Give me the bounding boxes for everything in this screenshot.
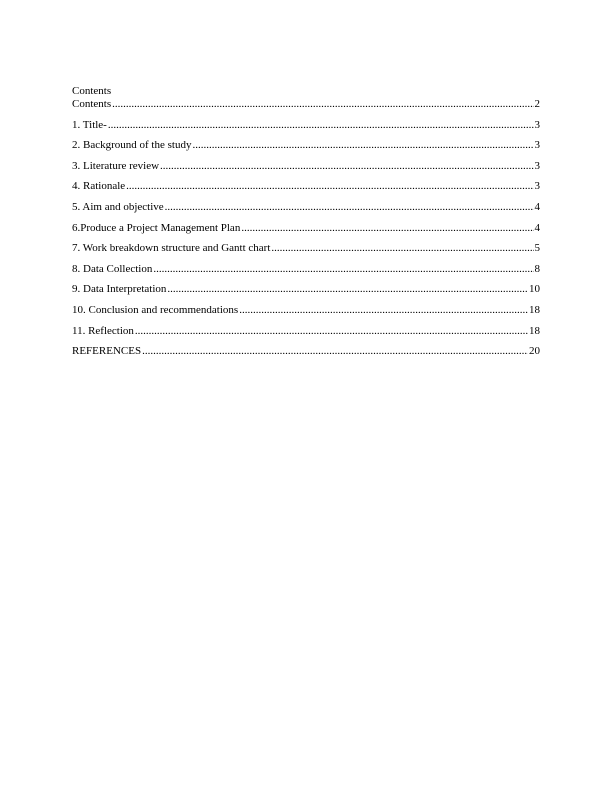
toc-entry[interactable] bbox=[72, 98, 540, 119]
toc-entry-page-number: 4 bbox=[534, 221, 540, 234]
toc-entry[interactable] bbox=[72, 201, 540, 222]
toc-entry[interactable] bbox=[72, 325, 540, 346]
toc-entry-page-number: 3 bbox=[534, 139, 540, 152]
toc-dot-leader bbox=[142, 345, 528, 357]
toc-entry-label: 7. Work breakdown structure and Gantt chart bbox=[72, 242, 271, 255]
toc-entry[interactable] bbox=[72, 180, 540, 201]
toc-heading: Contents bbox=[72, 85, 112, 97]
toc-dot-leader bbox=[135, 325, 528, 337]
toc-entry-label: 4. Rationale bbox=[72, 180, 126, 193]
toc-entry-page-number: 4 bbox=[534, 200, 540, 213]
toc-entry-label: REFERENCES bbox=[72, 345, 142, 358]
toc-entry-page-number: 20 bbox=[529, 345, 540, 358]
toc-entry-label: 6.Produce a Project Management Plan bbox=[72, 221, 241, 234]
toc-entry-page-number: 10 bbox=[529, 283, 540, 296]
toc-dot-leader bbox=[167, 283, 528, 295]
toc-entry[interactable] bbox=[72, 222, 540, 243]
toc-entry-page-number: 3 bbox=[534, 118, 540, 131]
toc-dot-leader bbox=[165, 201, 534, 213]
toc-entry-label: 9. Data Interpretation bbox=[72, 283, 167, 296]
toc-entry[interactable] bbox=[72, 304, 540, 325]
toc-entry-page-number: 3 bbox=[534, 180, 540, 193]
toc-dot-leader bbox=[160, 160, 533, 172]
toc-entry-label: 1. Title- bbox=[72, 118, 107, 131]
toc-entry[interactable] bbox=[72, 283, 540, 304]
toc-entry-label: 11. Reflection bbox=[72, 324, 134, 337]
toc-entry-page-number: 3 bbox=[534, 159, 540, 172]
toc-entry-label: Contents bbox=[72, 98, 112, 110]
toc-dot-leader bbox=[271, 242, 533, 254]
toc-dot-leader bbox=[126, 180, 533, 192]
toc-dot-leader bbox=[112, 98, 533, 110]
toc-dot-leader bbox=[241, 222, 533, 234]
toc-entry-page-number: 5 bbox=[534, 242, 540, 255]
toc-entry[interactable] bbox=[72, 139, 540, 160]
toc-entry-label: 2. Background of the study bbox=[72, 139, 192, 152]
toc-entry[interactable] bbox=[72, 263, 540, 284]
toc-entry-label: 3. Literature review bbox=[72, 159, 160, 172]
toc-entry-page-number: 8 bbox=[534, 262, 540, 275]
toc-entry-page-number: 18 bbox=[529, 324, 540, 337]
toc-entry[interactable] bbox=[72, 345, 540, 366]
toc-entry-label: 8. Data Collection bbox=[72, 262, 153, 275]
toc-entry-label: 10. Conclusion and recommendations bbox=[72, 303, 239, 316]
toc-entry-page-number: 2 bbox=[534, 98, 540, 110]
toc-dot-leader bbox=[192, 139, 533, 151]
toc-entry-page-number: 18 bbox=[529, 303, 540, 316]
toc-dot-leader bbox=[108, 119, 534, 131]
toc-entry[interactable] bbox=[72, 242, 540, 263]
table-of-contents bbox=[72, 98, 540, 366]
toc-entry[interactable] bbox=[72, 119, 540, 140]
toc-entry-label: 5. Aim and objective bbox=[72, 200, 164, 213]
toc-entry[interactable] bbox=[72, 160, 540, 181]
toc-dot-leader bbox=[239, 304, 528, 316]
toc-dot-leader bbox=[153, 263, 533, 275]
